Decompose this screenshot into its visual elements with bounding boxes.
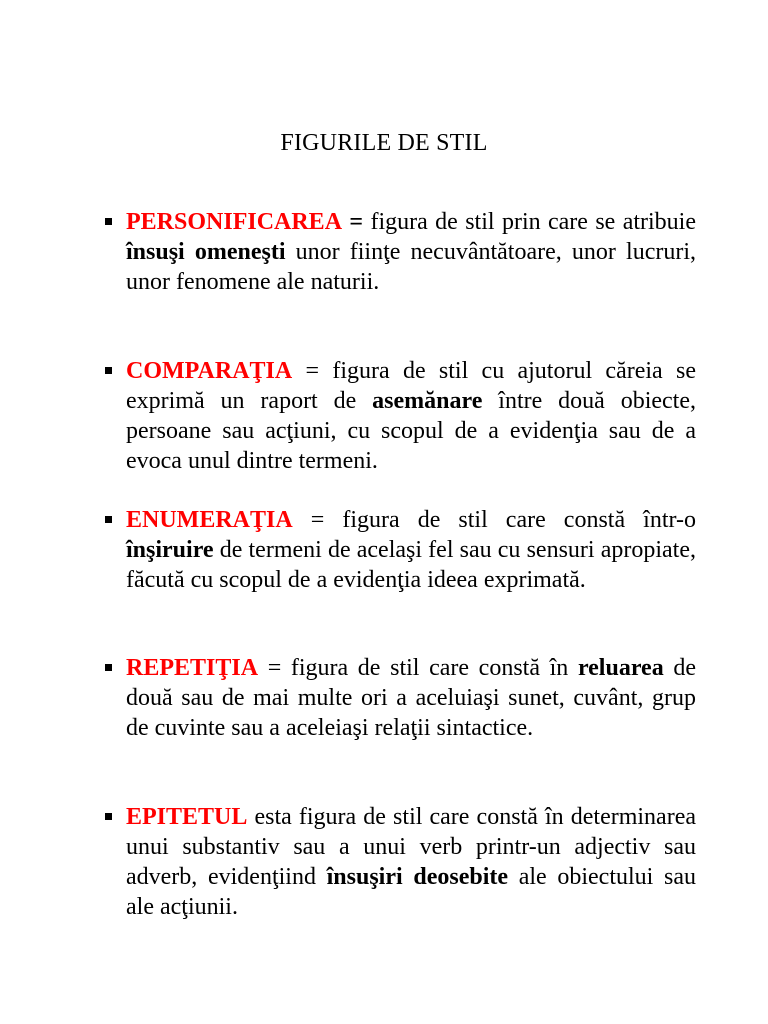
- definition-text: = figura de stil care constă în: [258, 655, 578, 681]
- definition-bold: înşiruire: [126, 537, 214, 563]
- list-item-enumeratia: [126, 505, 696, 595]
- definition-text: = figura de stil cu ajutorul căreia se exprimă un raport de: [126, 358, 696, 414]
- bullet-icon: [105, 367, 112, 374]
- page-title: FIGURILE DE STIL: [280, 130, 488, 156]
- bullet-icon: [105, 218, 112, 225]
- definition-text: = figura de stil care constă într-o: [292, 507, 696, 533]
- definition-text: între două obiecte, persoane sau acţiuni, cu scopul de a evidenţia sau de a evoca unul dintre termeni.: [126, 388, 696, 474]
- term-comparatia: COMPARAŢIA: [126, 358, 293, 384]
- definition-text: de două sau de mai multe ori a aceluiaşi sunet, cuvânt, grup de cuvinte sau a aceleiaşi relaţii sintactice.: [126, 655, 696, 741]
- bullet-icon: [105, 813, 112, 820]
- definition-bold: reluarea: [577, 655, 664, 681]
- term-epitetul: EPITETUL: [126, 804, 248, 830]
- definition-bold: însuşiri deosebite: [326, 864, 509, 890]
- definition-text: unor fiinţe necuvântătoare, unor lucruri, unor fenomene ale naturii.: [126, 239, 696, 295]
- bullet-icon: [105, 516, 112, 523]
- definition-bold: însuşi omeneşti: [126, 239, 286, 265]
- definition-text: ale obiectului sau ale acţiunii.: [126, 864, 696, 920]
- term-enumeratia: ENUMERAŢIA: [126, 507, 293, 533]
- list-item-comparatia: [126, 356, 696, 476]
- term-personificarea: PERSONIFICAREA: [126, 209, 343, 235]
- list-item-personificarea: [126, 207, 696, 297]
- definition-text: esta figura de stil care constă în determinarea unui substantiv sau a unui verb printr-un adjectiv sau adverb, evidenţiind: [126, 804, 696, 890]
- definition-bold: asemănare: [372, 388, 483, 414]
- definition-text: de termeni de acelaşi fel sau cu sensuri apropiate, făcută cu scopul de a evidenţia ideea exprimată.: [126, 537, 696, 593]
- list-item-repetitia: [126, 653, 696, 743]
- definition-text: figura de stil prin care se atribuie: [363, 209, 697, 235]
- definition-bold: =: [349, 209, 364, 235]
- list-item-epitetul: [126, 802, 696, 922]
- term-repetitia: REPETIŢIA: [126, 655, 259, 681]
- bullet-icon: [105, 664, 112, 671]
